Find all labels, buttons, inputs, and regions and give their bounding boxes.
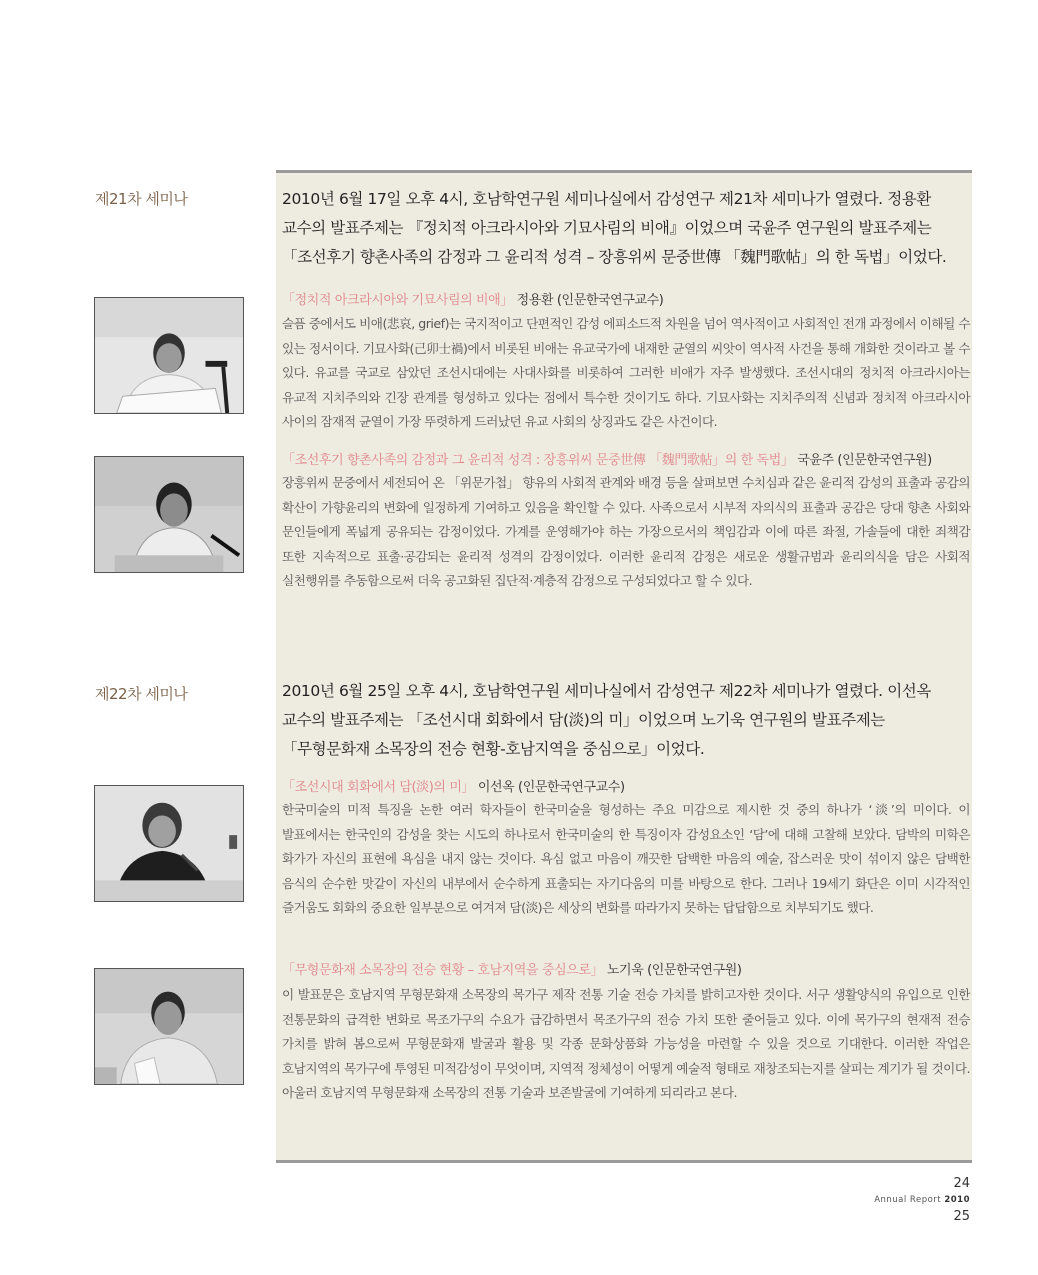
entry-2-body: 장흥위씨 문중에서 세전되어 온 「위문가첩」 향유의 사회적 관계와 배경 등을 살펴보면 수치심과 같은 윤리적 감성의 표출과 공감의 확산이 가향윤리의 변화에 일정하게 기여하고 있음을 확인할 수 있다. 사족으로서 시부적 자의식의 표출과 공감은 당대 향촌 사회와 문인들에게 폭넓게 공유되는 감정이었다. 가계를 운영해가야 하는 가장으로서의 책임감과 이에 따른 좌절, 가솔들에 대한 죄책감 또한 지속적으로 표출·공감되는 윤리적 성격의 감정이었다. 이러한 윤리적 감정은 새로운 생활규범과 윤리의식을 담은 사회적 실천행위를 추동함으로써 더욱 공고화된 집단적·계층적 감정으로 구성되었다고 할 수 있다. <box>282 475 970 588</box>
presenter-photo-3 <box>94 785 244 902</box>
seminar-21-intro: 2010년 6월 17일 오후 4시, 호남학연구원 세미나실에서 감성연구 제21차 세미나가 열렸다. 정용환 교수의 발표주제는 『정치적 아크라시아와 기묘사림의 비애』이었으며 국윤주 연구원의 발표주제는 「조선후기 향촌사족의 감정과 그 윤리적 성격 – 장흥위씨 문중世傳 「魏門歌帖」의 한 독법」이었다. <box>282 190 947 266</box>
entry-1-body: 슬픔 중에서도 비애(悲哀, grief)는 국지적이고 단편적인 감성 에피소드적 차원을 넘어 역사적이고 사회적인 전개 과정에서 이해될 수 있는 정서이다. 기묘사화(己卯士禍)에서 비롯된 비애는 유교국가에 내재한 균열의 씨앗이 역사적 사건을 통해 개화한 것이라고 볼 수 있다. 유교를 국교로 삼았던 조선시대에는 사대사화를 비롯하여 그러한 비애가 자주 발생했다. 조선시대의 정치적 아크라시아는 유교적 지치주의와 긴장 관계를 형성하고 있다는 점에서 특수한 것이기도 하다. 기묘사화는 지치주의적 신념과 정치적 아크라시아 사이의 잠재적 균열이 가장 뚜렷하게 드러났던 유교 사회의 상징과도 같은 사건이다. <box>282 316 970 429</box>
seminar-21-label: 제21차 세미나 <box>95 190 188 208</box>
page-number-right: 25 <box>953 1209 970 1224</box>
seminar-22-label: 제22차 세미나 <box>95 685 188 703</box>
presenter-photo-1 <box>94 297 244 414</box>
entry-1-title: 「정치적 아크라시아와 기묘사림의 비애」 정용환 (인문한국연구교수) <box>282 293 664 308</box>
entry-4-title: 「무형문화재 소목장의 전승 현황 – 호남지역을 중심으로」 노기욱 (인문한국연구원) <box>282 963 742 978</box>
entry-3-body: 한국미술의 미적 특징을 논한 여러 학자들이 한국미술을 형성하는 주요 미감으로 제시한 것 중의 하나가 ‘淡’의 미이다. 이 발표에서는 한국인의 감성을 찾는 시도의 하나로서 한국미술의 한 특징이자 감성요소인 ‘담’에 대해 고찰해 보았다. 담박의 미학은 화가가 자신의 표현에 욕심을 내지 않는 것이다. 욕심 없고 마음이 깨끗한 담백한 마음의 예술, 잡스러운 맛이 섞이지 않은 담백한 음식의 순수한 맛같이 자신의 내부에서 순수하게 표출되는 자기다움의 미를 바탕으로 한다. 그러나 19세기 화단은 이미 시각적인 즐거움도 회화의 중요한 일부분으로 여겨져 담(淡)은 세상의 변화를 따라가지 못하는 답답함으로 치부되기도 했다. <box>282 802 970 915</box>
seminar-22-intro: 2010년 6월 25일 오후 4시, 호남학연구원 세미나실에서 감성연구 제22차 세미나가 열렸다. 이선옥 교수의 발표주제는 「조선시대 회화에서 담(淡)의 미」이었으며 노기욱 연구원의 발표주제는 「무형문화재 소목장의 전승 현황-호남지역을 중심으로」이었다. <box>282 682 931 758</box>
entry-3-title: 「조선시대 회화에서 담(淡)의 미」 이선옥 (인문한국연구교수) <box>282 780 625 795</box>
annual-report-label: Annual Report 2010 <box>874 1195 970 1205</box>
entry-4-body: 이 발표문은 호남지역 무형문화재 소목장의 목가구 제작 전통 기술 전승 가치를 밝히고자한 것이다. 서구 생활양식의 유입으로 인한 전통문화의 급격한 변화로 목조가구의 수요가 급감하면서 목조가구의 전승 가치 또한 줄어들고 있다. 이에 목가구의 현재적 전승 가치를 밝혀 봄으로써 무형문화재 발굴과 활용 및 각종 문화상품화 가능성을 마련할 수 있을 것으로 기대한다. 이러한 작업은 호남지역의 목가구에 투영된 미적감성이 무엇이며, 지역적 정체성이 어떻게 예술적 형태로 재창조되는지를 살피는 계기가 될 것이다. 아울러 호남지역 무형문화재 소목장의 전통 기술과 보존발굴에 기여하게 되리라고 본다. <box>282 987 970 1100</box>
page-number-left: 24 <box>953 1176 970 1191</box>
presenter-photo-2 <box>94 456 244 573</box>
presenter-photo-4 <box>94 968 244 1085</box>
entry-2-title: 「조선후기 향촌사족의 감정과 그 윤리적 성격 : 장흥위씨 문중世傳 「魏門歌帖」의 한 독법」 국윤주 (인문한국연구원) <box>282 453 932 468</box>
